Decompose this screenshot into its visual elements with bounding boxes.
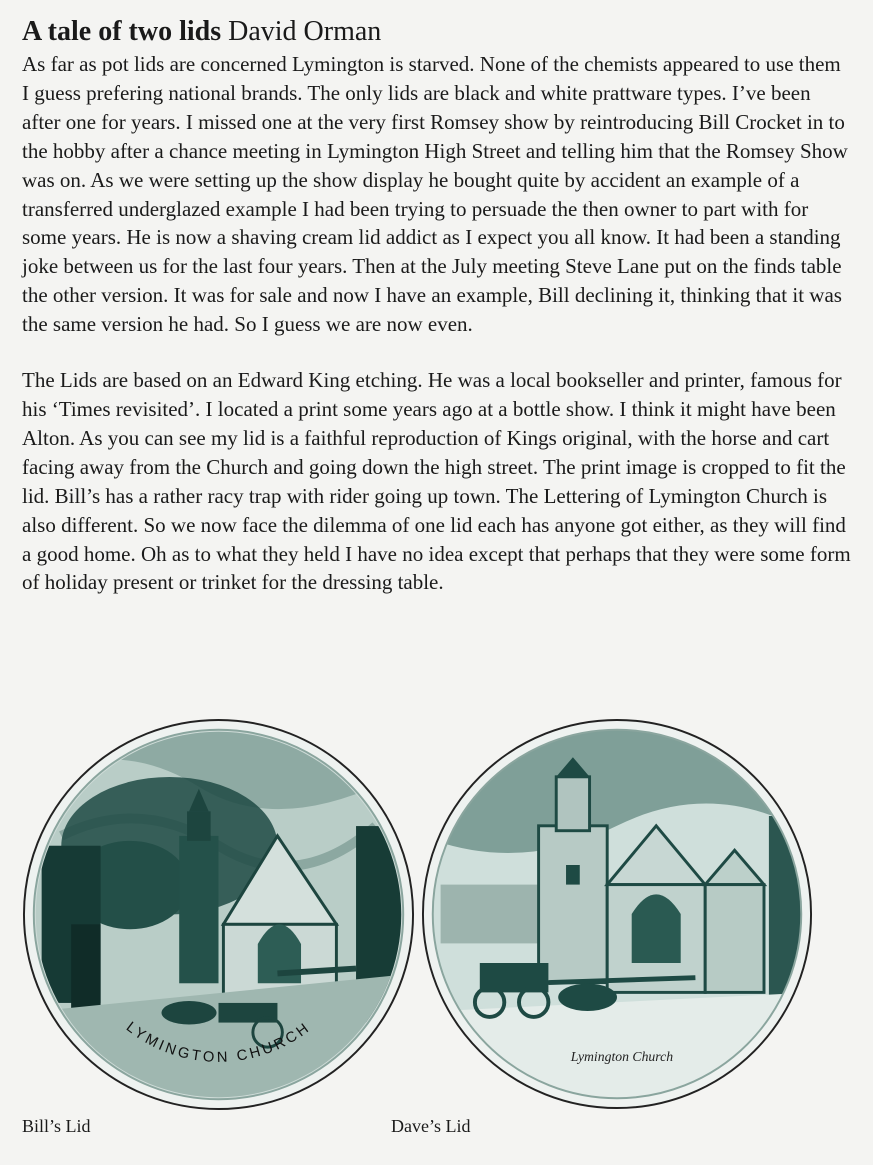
paragraph-1: As far as pot lids are concerned Lymington is starved. None of the chemists appeared to use them I guess prefering national brands. The only lids are black and white prattware types. I’ve been after one for years. I missed one at the very first Romsey show by reintroducing Bill Crocket in to the hobby after a chance meeting in Lymington High Street and telling him that the Romsey Show was on. As we were setting up the show display he bought quite by accident an example of a transferred underglazed example I had been trying to persuade the then owner to part with for some years. He is now a shaving cream lid addict as I expect you all know. It had been a standing joke between us for the last four years. Then at the July meeting Steve Lane put on the finds table the other version. It was for sale and now I have an example, Bill declining it, thinking that it was the same version he had. So I guess we are now even. — [22, 52, 848, 337]
bills-lid-image — [22, 718, 415, 1111]
lid-inscription-left: LYMINGTON CHURCH — [122, 1019, 315, 1067]
daves-lid-illustration — [421, 718, 813, 1110]
article — [22, 14, 852, 597]
lid-inscription-right: Lymington Church — [570, 1049, 674, 1064]
caption-daves-lid: Dave’s Lid — [391, 1116, 471, 1136]
paragraph-2: The Lids are based on an Edward King etching. He was a local bookseller and printer, famous for his ‘Times revisited’. I located a print some years ago at a bottle show. I think it might have been Alton. As you can see my lid is a faithful reproduction of Kings original, with the horse and cart facing away from the Church and going down the high street. The print image is cropped to fit the lid. Bill’s has a rather racy trap with rider going up town. The Lettering of Lymington Church is also different. So we now face the dilemma of one lid each has anyone got either, as they will find a good home. Oh as to what they held I have no idea except that perhaps that they were some form of holiday present or trinket for the dressing table. — [22, 368, 851, 595]
author-name: David Orman — [228, 16, 382, 47]
caption-bills-lid: Bill’s Lid — [22, 1116, 91, 1136]
bills-lid-illustration — [22, 718, 415, 1111]
daves-lid-image — [421, 718, 813, 1110]
title-text: A tale of two lids — [22, 16, 222, 47]
article-title — [22, 14, 852, 50]
